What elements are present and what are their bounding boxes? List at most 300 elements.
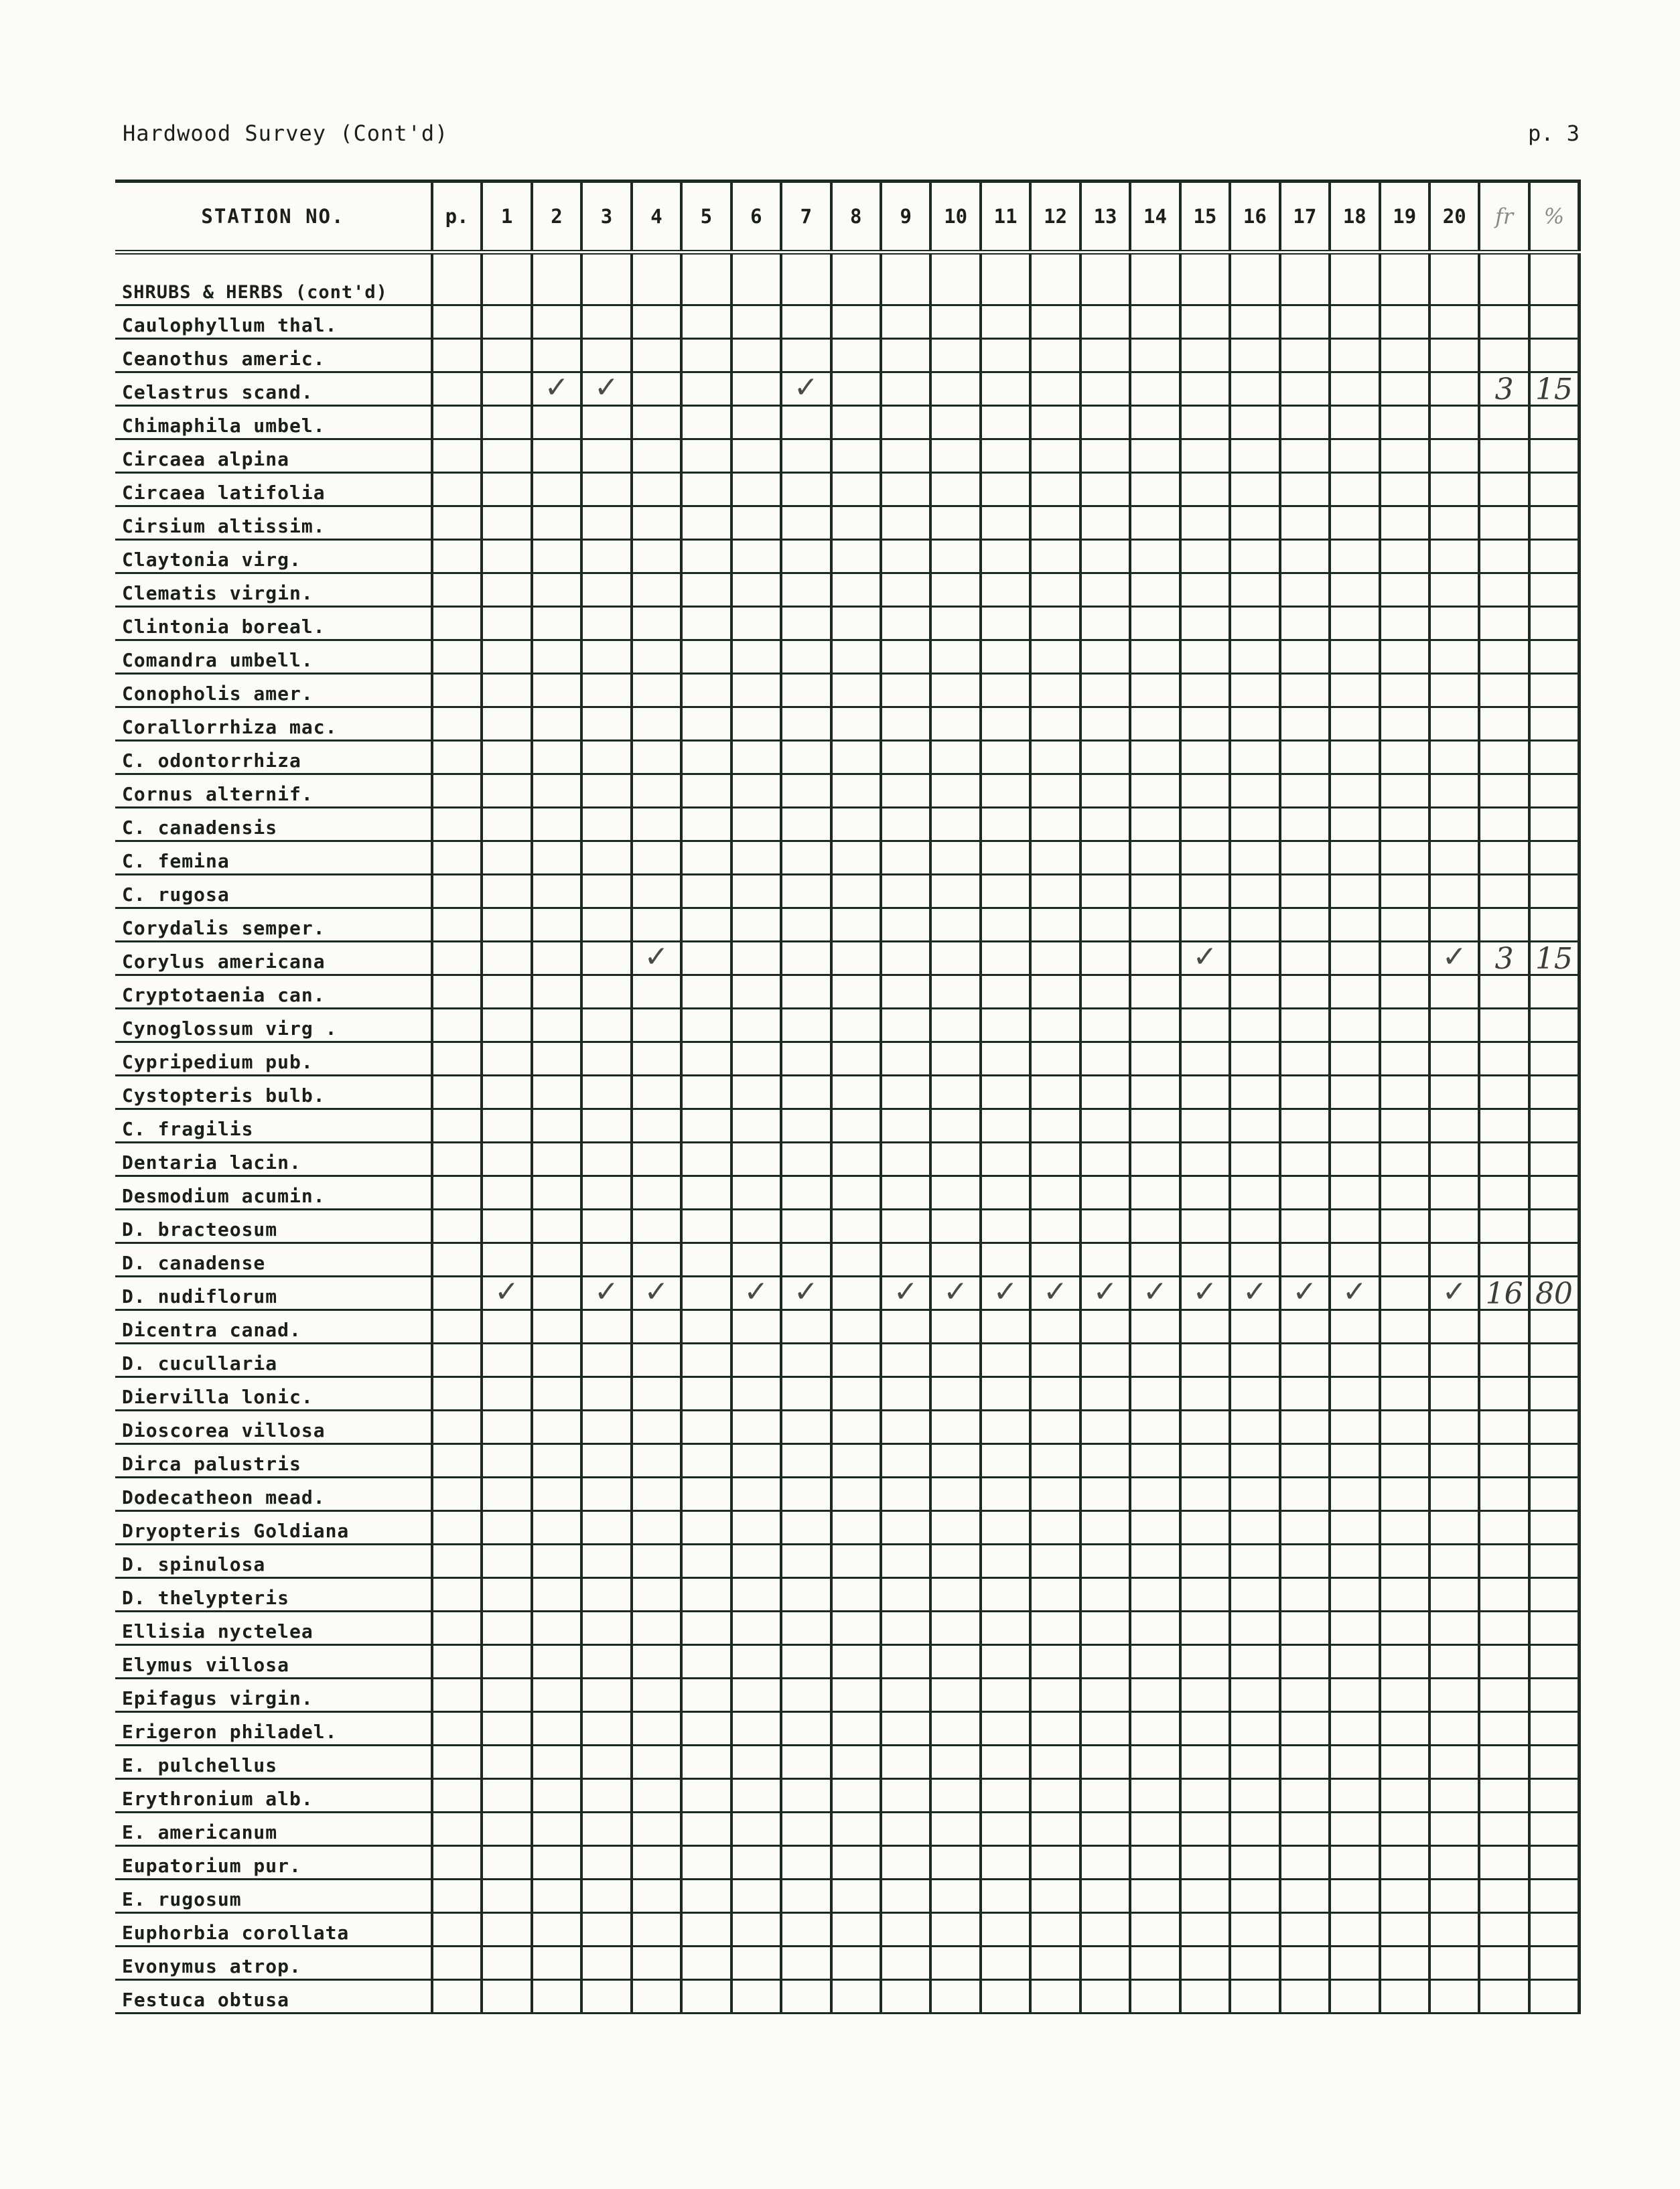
tally-cell xyxy=(1529,1746,1580,1779)
tally-cell xyxy=(731,573,781,607)
tally-cell xyxy=(1080,1176,1130,1210)
tally-cell xyxy=(581,1612,631,1645)
tally-cell xyxy=(981,1712,1030,1746)
page-number: p. 3 xyxy=(1527,121,1580,146)
species-name: C. fragilis xyxy=(115,1109,432,1143)
tally-cell xyxy=(1280,1109,1330,1143)
tally-cell xyxy=(1529,1411,1580,1444)
tally-cell xyxy=(1180,1478,1230,1511)
tally-cell xyxy=(482,305,531,339)
tally-cell xyxy=(1429,1846,1479,1880)
tally-cell xyxy=(1429,1277,1479,1310)
tally-cell xyxy=(432,1009,482,1042)
section-row xyxy=(115,253,1580,305)
species-row xyxy=(115,1947,1580,1980)
tally-cell xyxy=(581,1980,631,2014)
tally-cell xyxy=(581,1545,631,1578)
tally-cell xyxy=(1380,1880,1429,1913)
tally-cell xyxy=(1380,774,1429,808)
tally-cell xyxy=(881,707,930,741)
tally-cell xyxy=(1429,1980,1479,2014)
tally-cell xyxy=(681,1210,731,1243)
tally-cell xyxy=(432,1880,482,1913)
tally-cell xyxy=(930,540,980,573)
species-name: Elymus villosa xyxy=(115,1645,432,1679)
tally-cell xyxy=(1330,573,1379,607)
tally-cell xyxy=(1180,1009,1230,1042)
tally-cell xyxy=(731,841,781,875)
tally-cell xyxy=(532,305,581,339)
tally-cell xyxy=(1130,339,1180,372)
species-row xyxy=(115,1679,1580,1712)
tally-cell xyxy=(1380,875,1429,908)
species-name: Evonymus atrop. xyxy=(115,1947,432,1980)
tally-cell xyxy=(532,1310,581,1344)
tally-cell xyxy=(432,406,482,439)
tally-cell xyxy=(432,1310,482,1344)
tally-cell xyxy=(881,1310,930,1344)
species-row xyxy=(115,1913,1580,1947)
species-name: Erigeron philadel. xyxy=(115,1712,432,1746)
tally-cell xyxy=(981,707,1030,741)
tally-cell xyxy=(1030,1143,1080,1176)
tally-cell xyxy=(581,1746,631,1779)
tally-cell xyxy=(1230,1009,1279,1042)
species-row xyxy=(115,875,1580,908)
tally-cell xyxy=(1030,1746,1080,1779)
tally-cell xyxy=(731,1009,781,1042)
species-name: Circaea alpina xyxy=(115,439,432,473)
tally-cell xyxy=(1080,1880,1130,1913)
tally-cell xyxy=(1130,1344,1180,1377)
species-row xyxy=(115,1846,1580,1880)
tally-cell xyxy=(1080,1310,1130,1344)
check-mark: ✓ xyxy=(1043,1276,1068,1309)
tally-cell xyxy=(1280,1947,1330,1980)
tally-cell xyxy=(831,1779,881,1813)
tally-cell xyxy=(881,908,930,942)
tally-cell xyxy=(532,1612,581,1645)
tally-cell xyxy=(632,1176,681,1210)
tally-cell xyxy=(881,607,930,640)
tally-cell xyxy=(1180,1813,1230,1846)
tally-cell xyxy=(432,1746,482,1779)
tally-cell xyxy=(632,975,681,1009)
tally-cell xyxy=(1180,573,1230,607)
tally-cell xyxy=(681,707,731,741)
tally-cell xyxy=(781,875,831,908)
check-mark: ✓ xyxy=(1143,1276,1168,1309)
species-name: Desmodium acumin. xyxy=(115,1176,432,1210)
tally-cell xyxy=(581,841,631,875)
tally-cell xyxy=(831,1176,881,1210)
tally-cell xyxy=(781,707,831,741)
survey-table xyxy=(115,180,1581,2014)
tally-cell xyxy=(1130,1545,1180,1578)
tally-cell xyxy=(1080,741,1130,774)
tally-cell xyxy=(731,1746,781,1779)
tally-cell xyxy=(1180,1645,1230,1679)
tally-cell xyxy=(781,975,831,1009)
tally-cell xyxy=(1080,942,1130,975)
tally-cell xyxy=(1080,372,1130,406)
tally-cell xyxy=(1380,1746,1429,1779)
tally-cell xyxy=(1280,573,1330,607)
tally-cell xyxy=(1429,439,1479,473)
column-header: fr xyxy=(1479,182,1529,253)
check-mark: ✓ xyxy=(1242,1276,1267,1309)
tally-cell xyxy=(1529,1243,1580,1277)
tally-cell xyxy=(1080,473,1130,506)
tally-cell xyxy=(532,741,581,774)
tally-cell xyxy=(1330,1277,1379,1310)
tally-cell xyxy=(632,1511,681,1545)
species-row xyxy=(115,1109,1580,1143)
species-name: D. spinulosa xyxy=(115,1545,432,1578)
check-mark: ✓ xyxy=(1192,941,1218,974)
tally-cell xyxy=(930,1176,980,1210)
tally-cell xyxy=(1280,1545,1330,1578)
tally-cell xyxy=(831,1880,881,1913)
tally-cell xyxy=(981,439,1030,473)
tally-cell xyxy=(482,1578,531,1612)
tally-cell xyxy=(1529,253,1580,305)
tally-cell xyxy=(681,975,731,1009)
tally-cell xyxy=(1380,439,1429,473)
tally-cell xyxy=(681,942,731,975)
tally-cell xyxy=(930,607,980,640)
tally-cell xyxy=(930,1277,980,1310)
tally-cell xyxy=(981,808,1030,841)
tally-cell xyxy=(831,439,881,473)
tally-cell xyxy=(1030,841,1080,875)
tally-cell xyxy=(981,1411,1030,1444)
tally-cell xyxy=(632,1310,681,1344)
tally-cell xyxy=(831,1478,881,1511)
tally-cell xyxy=(1180,1042,1230,1076)
tally-cell xyxy=(1180,506,1230,540)
tally-cell xyxy=(581,1042,631,1076)
tally-cell xyxy=(432,540,482,573)
tally-cell xyxy=(981,1511,1030,1545)
tally-cell xyxy=(831,908,881,942)
tally-cell xyxy=(1030,1980,1080,2014)
tally-cell xyxy=(1130,774,1180,808)
tally-cell xyxy=(1130,942,1180,975)
tally-cell xyxy=(1429,406,1479,439)
tally-cell xyxy=(731,707,781,741)
tally-cell xyxy=(1080,1712,1130,1746)
tally-cell xyxy=(482,372,531,406)
species-row xyxy=(115,1980,1580,2014)
tally-cell xyxy=(581,1310,631,1344)
tally-cell xyxy=(1030,741,1080,774)
tally-cell xyxy=(1479,1042,1529,1076)
tally-cell xyxy=(681,808,731,841)
tally-cell xyxy=(731,1377,781,1411)
tally-cell xyxy=(581,473,631,506)
tally-cell xyxy=(1130,707,1180,741)
tally-cell xyxy=(1280,942,1330,975)
tally-cell xyxy=(1280,1578,1330,1612)
tally-cell xyxy=(1080,1210,1130,1243)
tally-cell xyxy=(432,1176,482,1210)
tally-cell xyxy=(781,674,831,707)
tally-cell xyxy=(432,1612,482,1645)
tally-cell xyxy=(1479,1243,1529,1277)
tally-cell xyxy=(1230,774,1279,808)
tally-cell xyxy=(930,1846,980,1880)
tally-cell xyxy=(981,875,1030,908)
tally-cell xyxy=(1230,640,1279,674)
tally-cell xyxy=(881,1478,930,1511)
tally-cell xyxy=(632,1243,681,1277)
tally-cell xyxy=(1230,1712,1279,1746)
tally-cell xyxy=(432,1277,482,1310)
tally-cell xyxy=(581,1109,631,1143)
species-row xyxy=(115,1042,1580,1076)
species-row xyxy=(115,1612,1580,1645)
tally-cell xyxy=(1429,1210,1479,1243)
tally-cell xyxy=(1479,1511,1529,1545)
tally-cell xyxy=(1529,707,1580,741)
tally-cell xyxy=(881,1813,930,1846)
tally-cell xyxy=(1479,406,1529,439)
tally-cell xyxy=(1130,1176,1180,1210)
tally-cell xyxy=(781,640,831,674)
tally-cell xyxy=(432,908,482,942)
check-mark: ✓ xyxy=(744,1276,769,1309)
tally-cell xyxy=(1030,1176,1080,1210)
tally-cell xyxy=(1180,707,1230,741)
tally-cell xyxy=(930,1645,980,1679)
tally-cell xyxy=(581,808,631,841)
tally-cell xyxy=(1330,1176,1379,1210)
column-header: 20 xyxy=(1429,182,1479,253)
tally-cell xyxy=(981,1947,1030,1980)
species-name: D. nudiflorum xyxy=(115,1277,432,1310)
tally-cell xyxy=(781,1444,831,1478)
tally-cell xyxy=(1230,540,1279,573)
tally-cell xyxy=(1280,1779,1330,1813)
tally-cell xyxy=(432,1444,482,1478)
tally-cell xyxy=(1030,1478,1080,1511)
tally-cell xyxy=(930,1478,980,1511)
tally-cell xyxy=(482,908,531,942)
tally-cell xyxy=(1180,473,1230,506)
tally-cell xyxy=(482,1746,531,1779)
tally-cell xyxy=(1380,640,1429,674)
tally-cell xyxy=(482,1411,531,1444)
tally-cell xyxy=(482,1076,531,1109)
tally-cell xyxy=(1380,339,1429,372)
tally-cell xyxy=(930,1679,980,1712)
species-name: Dodecatheon mead. xyxy=(115,1478,432,1511)
species-row xyxy=(115,942,1580,975)
tally-cell xyxy=(731,741,781,774)
tally-cell xyxy=(1180,406,1230,439)
tally-cell xyxy=(1380,253,1429,305)
tally-cell xyxy=(1330,1310,1379,1344)
species-row xyxy=(115,372,1580,406)
tally-cell xyxy=(1230,1210,1279,1243)
tally-cell xyxy=(1030,1578,1080,1612)
check-mark: ✓ xyxy=(1442,941,1467,974)
species-name: Eupatorium pur. xyxy=(115,1846,432,1880)
tally-cell xyxy=(1280,1143,1330,1176)
tally-cell xyxy=(1130,1444,1180,1478)
species-row xyxy=(115,1377,1580,1411)
tally-cell xyxy=(632,1913,681,1947)
tally-cell xyxy=(1230,1076,1279,1109)
tally-cell xyxy=(1180,1947,1230,1980)
species-row xyxy=(115,1511,1580,1545)
tally-cell xyxy=(930,1076,980,1109)
tally-cell xyxy=(1380,808,1429,841)
tally-cell xyxy=(532,1913,581,1947)
tally-cell xyxy=(482,741,531,774)
check-mark: ✓ xyxy=(494,1276,520,1309)
tally-cell xyxy=(482,1545,531,1578)
species-name: Cirsium altissim. xyxy=(115,506,432,540)
tally-cell xyxy=(1030,1779,1080,1813)
tally-cell xyxy=(432,1813,482,1846)
tally-cell xyxy=(1280,774,1330,808)
tally-cell xyxy=(1429,305,1479,339)
check-mark: ✓ xyxy=(993,1276,1018,1309)
tally-cell xyxy=(532,540,581,573)
percent-value: 15 xyxy=(1535,942,1573,975)
tally-cell xyxy=(1180,1846,1230,1880)
tally-cell xyxy=(532,1746,581,1779)
tally-cell xyxy=(881,1377,930,1411)
tally-cell xyxy=(1330,506,1379,540)
tally-cell xyxy=(581,305,631,339)
tally-cell xyxy=(831,506,881,540)
tally-cell xyxy=(1280,1813,1330,1846)
tally-cell xyxy=(681,1779,731,1813)
tally-cell xyxy=(1380,1846,1429,1880)
tally-cell xyxy=(831,942,881,975)
tally-cell xyxy=(781,1042,831,1076)
tally-cell xyxy=(881,1712,930,1746)
tally-cell xyxy=(1330,908,1379,942)
tally-cell xyxy=(881,339,930,372)
tally-cell xyxy=(981,640,1030,674)
tally-cell xyxy=(1280,439,1330,473)
tally-cell xyxy=(1280,1444,1330,1478)
tally-cell xyxy=(1380,1210,1429,1243)
tally-cell xyxy=(632,908,681,942)
tally-cell xyxy=(632,1846,681,1880)
tally-cell xyxy=(482,1009,531,1042)
tally-cell xyxy=(881,253,930,305)
tally-cell xyxy=(1529,1880,1580,1913)
tally-cell xyxy=(1330,1913,1379,1947)
tally-cell xyxy=(731,674,781,707)
tally-cell xyxy=(930,774,980,808)
tally-cell xyxy=(1330,473,1379,506)
tally-cell xyxy=(981,1344,1030,1377)
tally-cell xyxy=(831,607,881,640)
tally-cell xyxy=(581,1176,631,1210)
tally-cell xyxy=(1280,1746,1330,1779)
tally-cell xyxy=(981,1377,1030,1411)
tally-cell xyxy=(1080,640,1130,674)
tally-cell xyxy=(881,1076,930,1109)
tally-cell xyxy=(432,439,482,473)
tally-cell xyxy=(1230,1578,1279,1612)
species-row xyxy=(115,305,1580,339)
tally-cell xyxy=(1030,1310,1080,1344)
tally-cell xyxy=(1429,1109,1479,1143)
tally-cell xyxy=(731,1176,781,1210)
tally-cell xyxy=(681,305,731,339)
tally-cell xyxy=(432,1947,482,1980)
tally-cell xyxy=(781,1076,831,1109)
tally-cell xyxy=(532,1243,581,1277)
tally-cell xyxy=(781,1645,831,1679)
tally-cell xyxy=(581,1344,631,1377)
tally-cell xyxy=(532,1645,581,1679)
tally-cell xyxy=(1330,1645,1379,1679)
tally-cell xyxy=(482,573,531,607)
tally-cell xyxy=(930,1880,980,1913)
tally-cell xyxy=(1380,473,1429,506)
column-header: 9 xyxy=(881,182,930,253)
tally-cell xyxy=(1429,774,1479,808)
tally-cell xyxy=(1380,1813,1429,1846)
tally-cell xyxy=(1280,975,1330,1009)
tally-cell xyxy=(1479,808,1529,841)
tally-cell xyxy=(681,1478,731,1511)
tally-cell xyxy=(981,339,1030,372)
tally-cell xyxy=(881,1109,930,1143)
tally-cell xyxy=(482,942,531,975)
tally-cell xyxy=(1479,1813,1529,1846)
tally-cell xyxy=(1230,607,1279,640)
tally-cell xyxy=(1230,1176,1279,1210)
tally-cell xyxy=(981,540,1030,573)
tally-cell xyxy=(482,808,531,841)
tally-cell xyxy=(1280,1980,1330,2014)
tally-cell xyxy=(1280,707,1330,741)
species-name: Clematis virgin. xyxy=(115,573,432,607)
tally-cell xyxy=(1030,1612,1080,1645)
tally-cell xyxy=(532,1846,581,1880)
tally-cell xyxy=(1280,1712,1330,1746)
tally-cell xyxy=(1080,1679,1130,1712)
tally-cell xyxy=(981,1310,1030,1344)
tally-cell xyxy=(482,1310,531,1344)
species-name: Comandra umbell. xyxy=(115,640,432,674)
tally-cell xyxy=(1080,253,1130,305)
tally-cell xyxy=(1529,1578,1580,1612)
tally-cell xyxy=(1230,1947,1279,1980)
tally-cell xyxy=(831,253,881,305)
tally-cell xyxy=(781,942,831,975)
tally-cell xyxy=(831,1076,881,1109)
tally-cell xyxy=(581,573,631,607)
tally-cell xyxy=(731,1478,781,1511)
tally-cell xyxy=(781,1109,831,1143)
tally-cell xyxy=(1429,1813,1479,1846)
tally-cell xyxy=(432,774,482,808)
tally-cell xyxy=(432,339,482,372)
tally-cell xyxy=(1479,339,1529,372)
tally-cell xyxy=(1180,841,1230,875)
tally-cell xyxy=(731,1042,781,1076)
